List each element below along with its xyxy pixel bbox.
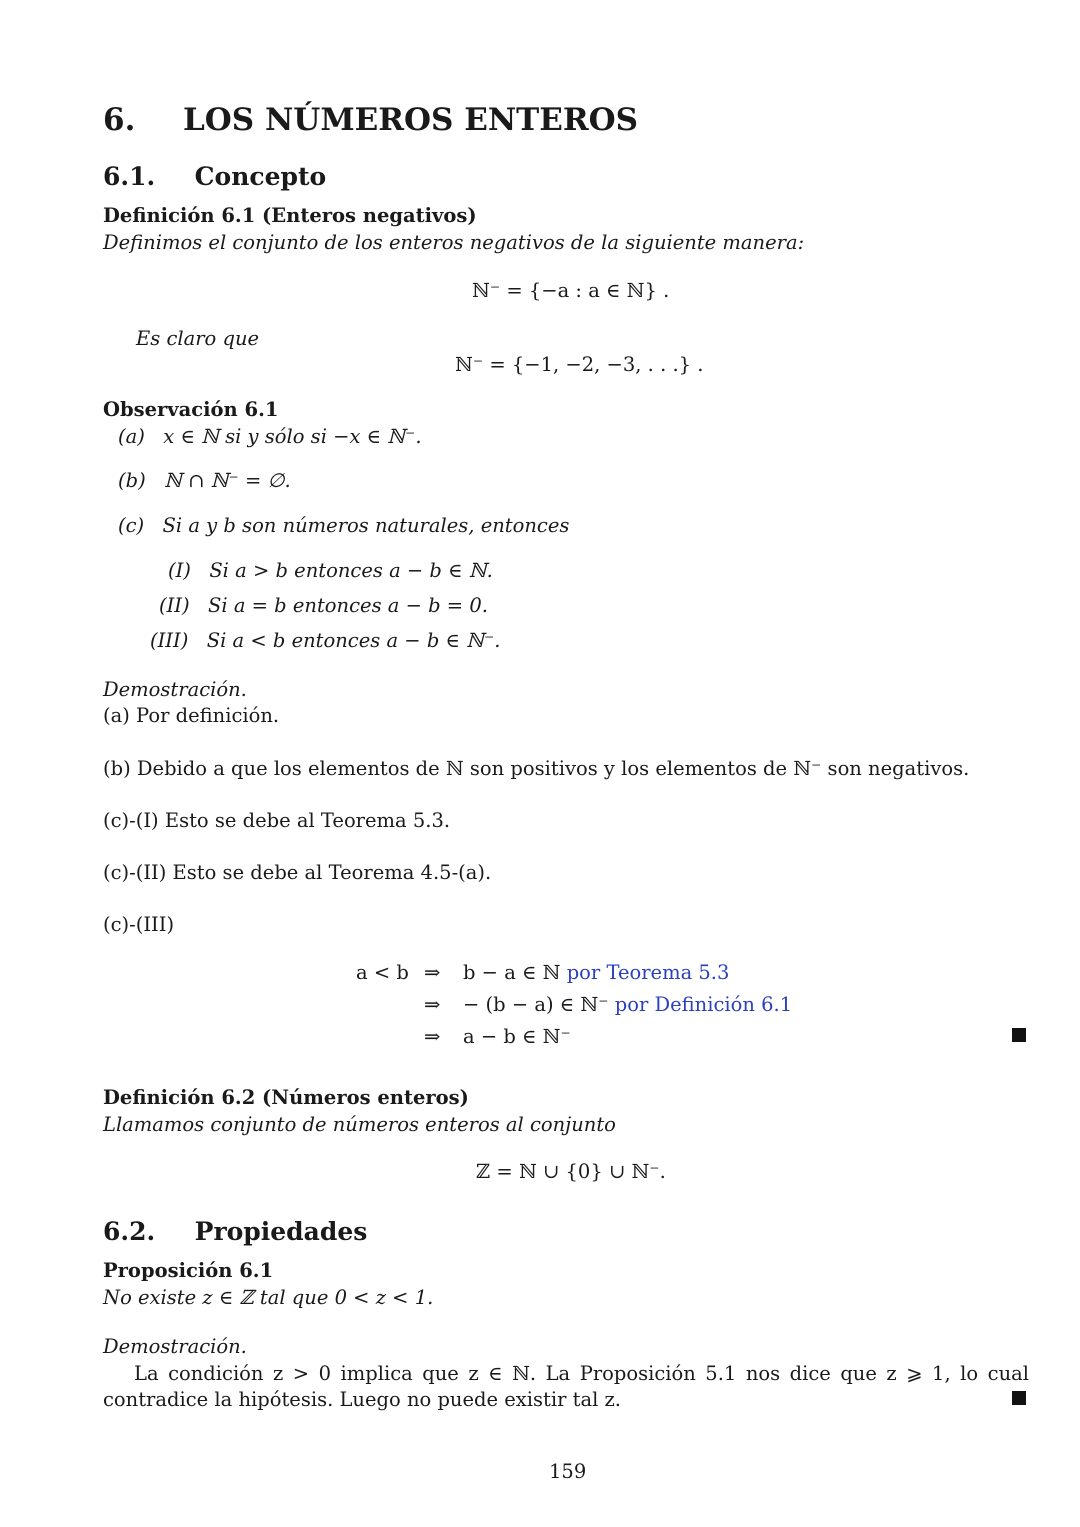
section-title: Concepto <box>194 162 327 191</box>
definition-6-1-formula: ℕ⁻ = {−a : a ∈ ℕ} . <box>472 279 670 302</box>
observation-6-1-heading: Observación 6.1 <box>103 398 279 421</box>
subitem-text: Si a < b entonces a − b ∈ ℕ⁻. <box>206 629 501 652</box>
derivation-lhs: a < b <box>356 961 409 984</box>
definition-6-2-text: Llamamos conjunto de números enteros al conjunto <box>103 1113 616 1136</box>
proposition-6-1-text: No existe z ∈ ℤ tal que 0 < z < 1. <box>103 1286 434 1309</box>
chapter-title: LOS NÚMEROS ENTEROS <box>182 102 639 138</box>
subitem-label: (I) <box>168 559 191 582</box>
definition-6-1-text: Definimos el conjunto de los enteros negativos de la siguiente manera: <box>103 231 805 254</box>
section-heading-concepto <box>103 162 326 191</box>
section-number: 6.2. <box>103 1217 156 1246</box>
proof-line-a: (a) Por definición. <box>103 704 280 727</box>
observation-item-a <box>118 425 422 448</box>
subitem-label: (III) <box>150 629 189 652</box>
proof-line-c-ii: (c)-(II) Esto se debe al Teorema 4.5-(a). <box>103 861 492 884</box>
observation-item-c <box>118 514 569 537</box>
definition-6-2-heading: Definición 6.2 (Números enteros) <box>103 1086 469 1109</box>
proof-line-c-iii: (c)-(III) <box>103 913 175 936</box>
subitem-label: (II) <box>159 594 190 617</box>
proof-label: Demostración. <box>103 678 247 701</box>
proof-paragraph: La condición z > 0 implica que z ∈ ℕ. La Proposición 5.1 nos dice que z ⩾ 1, lo cual contradice la hipótesis. Luego no puede existir tal z. <box>103 1362 1029 1411</box>
derivation-row <box>463 993 792 1016</box>
subitem-text: Si a = b entonces a − b = 0. <box>208 594 488 617</box>
derivation-reference-link[interactable]: por Definición 6.1 <box>614 993 793 1016</box>
page-number: 159 <box>549 1460 587 1483</box>
derivation-arrow: ⇒ <box>424 993 441 1016</box>
chapter-number: 6. <box>103 102 136 138</box>
proof-line-b: (b) Debido a que los elementos de ℕ son positivos y los elementos de ℕ⁻ son negativos. <box>103 757 970 780</box>
definition-6-1-follow-text: Es claro que <box>136 327 260 350</box>
qed-square-icon <box>1012 1391 1026 1405</box>
section-heading-propiedades <box>103 1217 367 1246</box>
derivation-arrow: ⇒ <box>424 1025 441 1048</box>
derivation-rhs: a − b ∈ ℕ⁻ <box>463 1025 571 1048</box>
qed-square-icon <box>1012 1028 1026 1042</box>
proof-label: Demostración. <box>103 1335 247 1358</box>
section-title: Propiedades <box>194 1217 368 1246</box>
item-text: Si a y b son números naturales, entonces <box>162 514 570 537</box>
observation-subitem-i <box>168 559 493 582</box>
section-number: 6.1. <box>103 162 156 191</box>
item-label: (c) <box>118 514 145 537</box>
observation-item-b <box>118 469 291 492</box>
derivation-reference-link[interactable]: por Teorema 5.3 <box>566 961 730 984</box>
item-label: (b) <box>118 469 146 492</box>
item-text: x ∈ ℕ si y sólo si −x ∈ ℕ⁻. <box>163 425 422 448</box>
derivation-arrow: ⇒ <box>424 961 441 984</box>
chapter-heading <box>103 102 638 138</box>
item-text: ℕ ∩ ℕ⁻ = ∅. <box>164 469 291 492</box>
proof-line-c-i: (c)-(I) Esto se debe al Teorema 5.3. <box>103 809 451 832</box>
subitem-text: Si a > b entonces a − b ∈ ℕ. <box>209 559 493 582</box>
derivation-row <box>463 961 729 984</box>
observation-subitem-ii <box>159 594 488 617</box>
definition-6-1-heading: Definición 6.1 (Enteros negativos) <box>103 204 477 227</box>
item-label: (a) <box>118 425 145 448</box>
derivation-rhs: − (b − a) ∈ ℕ⁻ <box>463 993 609 1016</box>
observation-subitem-iii <box>150 629 500 652</box>
definition-6-2-formula: ℤ = ℕ ∪ {0} ∪ ℕ⁻. <box>476 1160 666 1183</box>
derivation-rhs: b − a ∈ ℕ <box>463 961 561 984</box>
proposition-6-1-heading: Proposición 6.1 <box>103 1259 274 1282</box>
definition-6-1-formula-2: ℕ⁻ = {−1, −2, −3, . . .} . <box>455 353 704 376</box>
